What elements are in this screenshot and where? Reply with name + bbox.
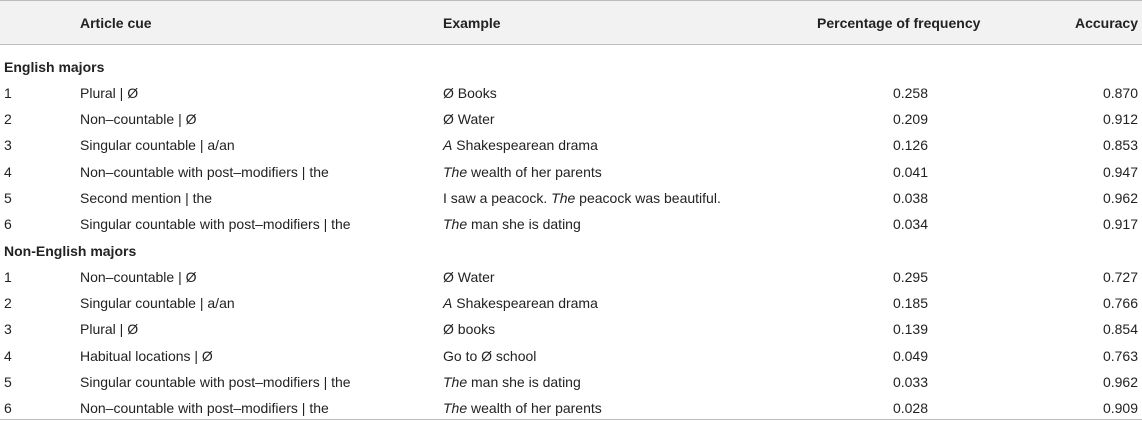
example-cell: [443, 295, 598, 311]
example-article-italic: The: [443, 400, 468, 416]
accuracy-cell: 0.912: [1102, 111, 1138, 128]
example-cell: [443, 400, 602, 416]
example-text: man she is dating: [467, 373, 581, 390]
bottom-rule: [0, 419, 1142, 420]
table-row: [0, 80, 1142, 106]
example-cell: [443, 190, 721, 206]
row-number: 3: [4, 137, 12, 154]
article-cue-cell: Singular countable with post–modifiers | the: [80, 216, 351, 232]
percentage-cell: 0.033: [892, 373, 928, 390]
percentage-cell: 0.049: [892, 347, 928, 364]
example-cell: [443, 269, 495, 285]
table-row: [0, 369, 1142, 395]
table-row: [0, 211, 1142, 237]
article-cue-cell: Non–countable | Ø: [80, 111, 197, 128]
article-cue-cell: Habitual locations | Ø: [80, 347, 213, 364]
example-text: Ø Books: [443, 85, 497, 101]
article-cue-cell: Plural | Ø: [80, 85, 139, 101]
table-row: [0, 343, 1142, 369]
row-number: 2: [4, 295, 12, 312]
section-title: Non-English majors: [4, 243, 137, 259]
accuracy-cell: 0.909: [1102, 400, 1138, 416]
article-cue-cell: Second mention | the: [80, 189, 213, 206]
accuracy-cell: 0.853: [1102, 137, 1138, 154]
table-row: [0, 159, 1142, 185]
article-cue-cell: Singular countable with post–modifiers | the: [80, 373, 351, 390]
row-number: 1: [4, 85, 12, 101]
example-text: Ø Water: [443, 111, 495, 128]
example-text: Ø books: [443, 321, 496, 338]
accuracy-cell: 0.766: [1102, 295, 1138, 312]
row-number: 6: [4, 400, 12, 416]
accuracy-cell: 0.917: [1102, 216, 1138, 232]
example-cell: [443, 164, 602, 180]
example-cell: [443, 137, 598, 153]
row-number: 2: [4, 111, 12, 128]
article-cue-cell: Non–countable | Ø: [80, 269, 197, 285]
example-text: peacock was beautiful.: [575, 189, 721, 206]
example-text: man she is dating: [467, 216, 581, 232]
article-cue-cell: Plural | Ø: [80, 321, 139, 338]
row-number: 1: [4, 269, 12, 285]
section-header: [0, 54, 1142, 80]
article-cue-cell: Non–countable with post–modifiers | the: [80, 400, 329, 416]
percentage-cell: 0.041: [892, 163, 928, 180]
table-row: [0, 264, 1142, 290]
accuracy-cell: 0.727: [1102, 269, 1138, 285]
table-row: [0, 132, 1142, 158]
header-article-cue: Article cue: [80, 15, 152, 31]
example-cell: [443, 111, 495, 127]
table-header: [0, 0, 1142, 45]
article-cue-cell: Non–countable with post–modifiers | the: [80, 163, 329, 180]
example-article-italic: A: [443, 137, 453, 154]
header-accuracy: Accuracy: [1074, 15, 1138, 31]
example-text: Ø Water: [443, 269, 495, 285]
example-cell: [443, 216, 581, 232]
example-article-italic: The: [443, 373, 468, 390]
percentage-cell: 0.038: [892, 189, 928, 206]
example-text: wealth of her parents: [467, 400, 602, 416]
percentage-cell: 0.185: [892, 295, 928, 312]
section-title: English majors: [4, 59, 105, 75]
example-cell: [443, 85, 497, 101]
percentage-cell: 0.139: [892, 321, 928, 338]
article-cue-cell: Singular countable | a/an: [80, 137, 235, 154]
percentage-cell: 0.258: [892, 85, 928, 101]
article-cue-cell: Singular countable | a/an: [80, 295, 235, 312]
row-number: 3: [4, 321, 12, 338]
row-number: 4: [4, 163, 12, 180]
example-cell: [443, 321, 495, 337]
example-article-italic: The: [443, 216, 468, 232]
row-number: 4: [4, 347, 12, 364]
percentage-cell: 0.126: [892, 137, 928, 154]
accuracy-cell: 0.962: [1102, 189, 1138, 206]
example-cell: [443, 348, 536, 364]
row-number: 6: [4, 216, 12, 232]
percentage-cell: 0.028: [892, 400, 928, 416]
accuracy-cell: 0.763: [1102, 347, 1138, 364]
table-row: [0, 316, 1142, 342]
example-text: Go to Ø school: [443, 347, 537, 364]
header-example: Example: [443, 15, 501, 31]
example-prefix: I saw a peacock.: [443, 189, 552, 206]
example-article-italic: The: [551, 189, 576, 206]
row-number: 5: [4, 373, 12, 390]
accuracy-cell: 0.962: [1102, 373, 1138, 390]
row-number: 5: [4, 189, 12, 206]
table-row: [0, 106, 1142, 132]
example-article-italic: A: [443, 295, 453, 312]
example-text: Shakespearean drama: [452, 137, 598, 154]
accuracy-cell: 0.947: [1102, 163, 1138, 180]
percentage-cell: 0.209: [892, 111, 928, 128]
accuracy-cell: 0.854: [1102, 321, 1138, 338]
table-row: [0, 395, 1142, 421]
example-cell: [443, 374, 581, 390]
accuracy-cell: 0.870: [1102, 85, 1138, 101]
table-row: [0, 185, 1142, 211]
example-text: Shakespearean drama: [452, 295, 598, 312]
example-article-italic: The: [443, 163, 468, 180]
example-text: wealth of her parents: [467, 163, 602, 180]
table-row: [0, 290, 1142, 316]
percentage-cell: 0.034: [892, 216, 928, 232]
section-header: [0, 238, 1142, 264]
percentage-cell: 0.295: [892, 269, 928, 285]
header-percentage: Percentage of frequency: [817, 15, 981, 31]
